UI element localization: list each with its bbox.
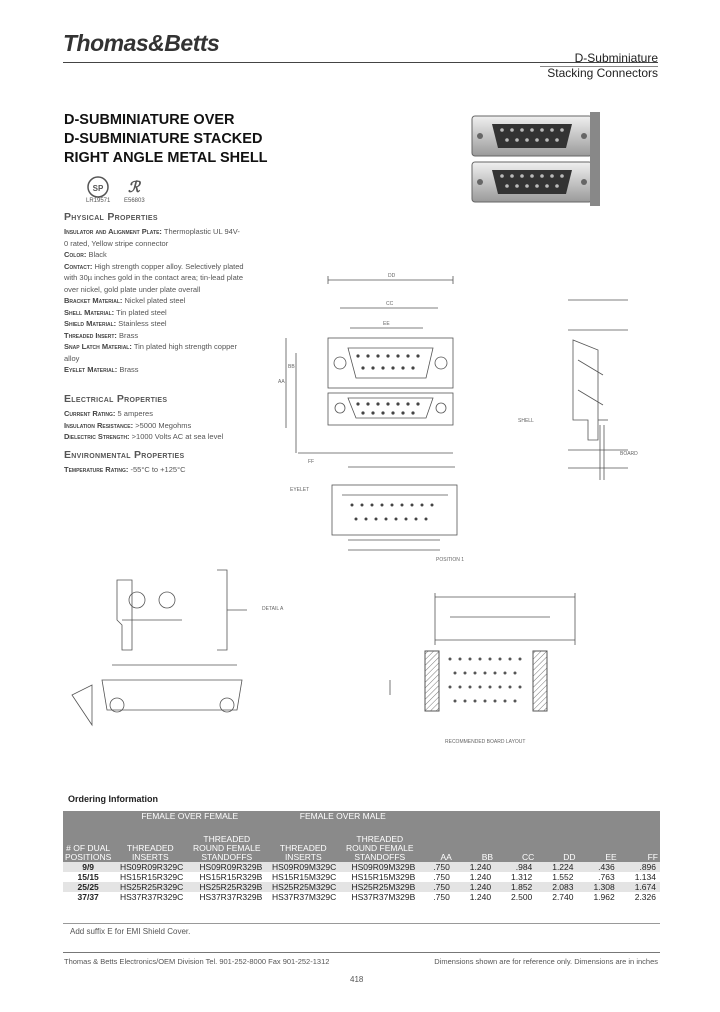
front-view-drawing	[278, 268, 468, 468]
category-line1: D-Subminiature	[574, 51, 658, 65]
electrical-list	[64, 408, 244, 443]
col-fm-standoffs: THREADED ROUND FEMALE STANDOFFS	[340, 822, 419, 862]
group-female-over-female: FEMALE OVER FEMALE	[113, 811, 266, 822]
board-layout-label: RECOMMENDED BOARD LAYOUT	[445, 739, 526, 745]
title-line1: D-SUBMINIATURE OVER	[64, 112, 235, 128]
physical-item: Shield Material: Stainless steel	[64, 319, 167, 328]
electrical-item: Insulation Resistance: >5000 Megohms	[64, 420, 192, 430]
col-ff: FF	[619, 822, 660, 862]
environmental-item: Temperature Rating: -55°C to +125°C	[64, 465, 186, 474]
header-rule	[63, 62, 658, 63]
board-label: BOARD	[620, 451, 638, 457]
col-ee: EE	[578, 822, 619, 862]
table-row: 37/37 HS37R37R329C HS37R37R329B HS37R37M329C HS37R37M329B .750 1.240 2.500 2.740 1.962 2.326	[77, 892, 656, 902]
table-row: 15/15 HS15R15R329C HS15R15R329B HS15R15M329C HS15R15M329B .750 1.240 1.312 1.552 .763 1.134	[77, 872, 656, 882]
position-1-label: POSITION 1	[436, 557, 465, 563]
table-row: 25/25 HS25R25R329C HS25R25R329B HS25R25M329C HS25R25M329B .750 1.240 1.852 2.083 1.308 1.674	[63, 882, 660, 892]
detail-drawings	[62, 560, 312, 760]
physical-item: Shell Material: Tin plated steel	[64, 307, 167, 317]
dim-ff-label: FF	[308, 459, 315, 465]
shell-label: SHELL	[518, 418, 534, 424]
table-row: 9/9 HS09R09R329C HS09R09R329B HS09R09M329C HS09R09M329B .750 1.240 .984 1.224 .436 .896	[63, 862, 660, 872]
dim-aa-label: AA	[278, 379, 285, 385]
col-dd: DD	[536, 822, 577, 862]
ordering-column-header	[63, 822, 660, 862]
footer-contact: Thomas & Betts Electronics/OEM Division Tel. 901-252-8000 Fax 901-252-1312	[64, 957, 330, 966]
physical-item: Contact: High strength copper alloy. Selectively plated with 30µ inches gold in the contact area; tin-lead plate over nickel, gold plate under plate overall	[64, 261, 244, 294]
col-ff-standoffs: THREADED ROUND FEMALE STANDOFFS	[187, 822, 266, 862]
ordering-table	[63, 811, 660, 902]
eyelet-label: EYELET	[290, 487, 310, 493]
electrical-item: Dielectric Strength: >1000 Volts AC at sea level	[64, 432, 224, 441]
physical-item: Insulator and Alignment Plate: Thermoplastic UL 94V-0 rated, Yellow stripe connector	[64, 227, 240, 248]
physical-heading: Physical Properties	[64, 211, 158, 223]
footer-disclaimer: Dimensions shown are for reference only. Dimensions are in inches	[434, 957, 658, 966]
col-positions: # OF DUAL POSITIONS	[63, 822, 113, 862]
ul-icon: ℛ	[128, 180, 140, 196]
ordering-title: Ordering Information	[68, 794, 158, 804]
col-bb: BB	[454, 822, 495, 862]
physical-list	[64, 226, 244, 376]
physical-item: Eyelet Material: Brass	[64, 365, 139, 374]
physical-item: Snap Latch Material: Tin plated high strength copper alloy	[64, 342, 237, 363]
dim-bb-label: BB	[288, 364, 295, 370]
page-number: 418	[350, 975, 364, 984]
ordering-group-header	[63, 811, 660, 822]
board-layout-drawing	[375, 585, 615, 750]
electrical-item: Current Rating: 5 amperes	[64, 409, 153, 418]
environmental-heading: Environmental Properties	[64, 449, 185, 461]
dim-dd-label: DD	[388, 273, 396, 279]
col-cc: CC	[495, 822, 536, 862]
product-title	[64, 111, 268, 168]
physical-item: Bracket Material: Nickel plated steel	[64, 296, 186, 305]
svg-text:SP: SP	[92, 184, 104, 193]
company-logo: Thomas&Betts	[63, 30, 220, 56]
dim-cc-label: CC	[386, 301, 394, 307]
col-aa: AA	[419, 822, 454, 862]
group-female-over-male: FEMALE OVER MALE	[266, 811, 419, 822]
side-view-drawing	[508, 290, 658, 490]
top-view-drawing	[290, 455, 470, 575]
electrical-heading: Electrical Properties	[64, 393, 168, 405]
environmental-list	[64, 464, 244, 476]
footer-rule	[63, 952, 660, 953]
ul-number: E56803	[124, 198, 145, 204]
col-fm-threaded: THREADED INSERTS	[266, 822, 340, 862]
category-line2: Stacking Connectors	[547, 66, 658, 80]
col-ff-threaded: THREADED INSERTS	[113, 822, 187, 862]
csa-number: LR19571	[86, 198, 111, 204]
title-line3: RIGHT ANGLE METAL SHELL	[64, 150, 268, 166]
emi-shield-note: Add suffix E for EMI Shield Cover.	[70, 927, 191, 936]
physical-item: Color: Black	[64, 250, 107, 259]
dim-ee-label: EE	[383, 321, 390, 327]
physical-item: Threaded Insert: Brass	[64, 330, 139, 340]
table-bottom-rule	[63, 923, 660, 924]
title-line2: D-SUBMINIATURE STACKED	[64, 131, 263, 147]
product-photo	[462, 98, 612, 218]
detail-a-label: DETAIL A	[262, 606, 284, 612]
